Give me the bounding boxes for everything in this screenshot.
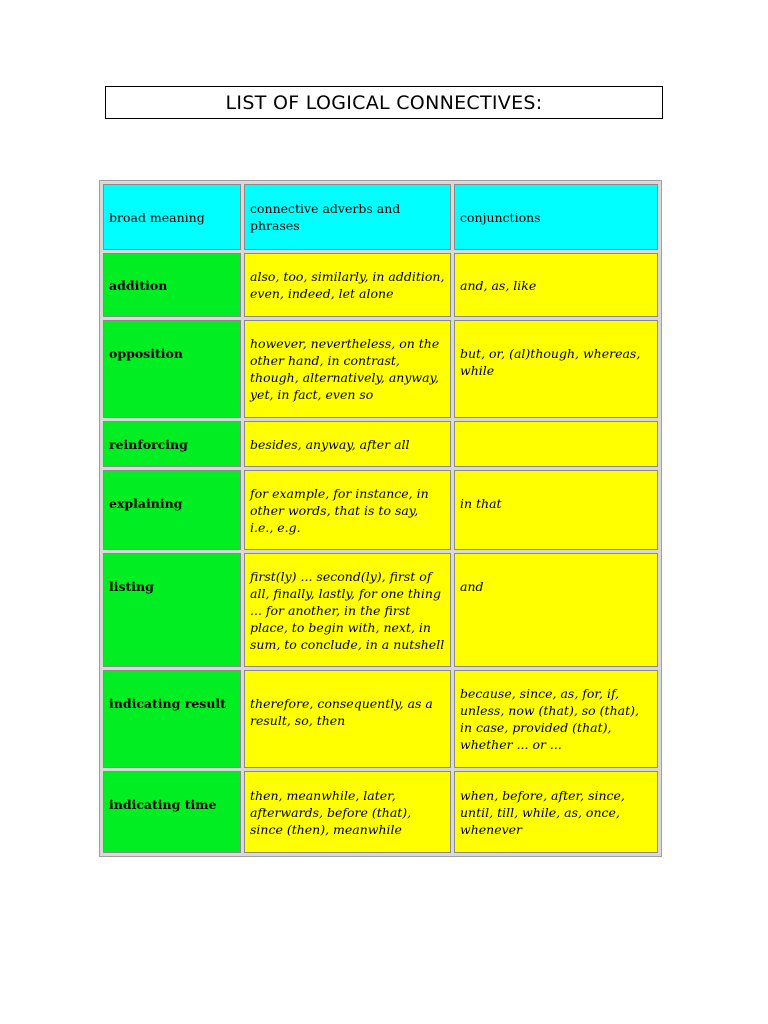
table-row bbox=[103, 771, 658, 853]
adverbs-cell: also, too, similarly, in addition, even, indeed, let alone bbox=[244, 253, 451, 317]
meaning-cell: explaining bbox=[103, 470, 241, 550]
header-connective-adverbs: connective adverbs and phrases bbox=[244, 184, 451, 250]
adverbs-cell: however, nevertheless, on the other hand, in contrast, though, alternatively, anyway, yet, in fact, even so bbox=[244, 320, 451, 418]
connectives-table bbox=[99, 180, 662, 857]
table-row bbox=[103, 320, 658, 418]
conjunctions-cell: because, since, as, for, if, unless, now (that), so (that), in case, provided (that), whether ... or ... bbox=[454, 670, 658, 768]
header-broad-meaning: broad meaning bbox=[103, 184, 241, 250]
table-row bbox=[103, 553, 658, 667]
table-row bbox=[103, 470, 658, 550]
table-header-row bbox=[103, 184, 658, 250]
conjunctions-cell: but, or, (al)though, whereas, while bbox=[454, 320, 658, 418]
conjunctions-cell: and bbox=[454, 553, 658, 667]
table-row bbox=[103, 670, 658, 768]
conjunctions-cell: in that bbox=[454, 470, 658, 550]
adverbs-cell: for example, for instance, in other words, that is to say, i.e., e.g. bbox=[244, 470, 451, 550]
conjunctions-cell bbox=[454, 421, 658, 467]
meaning-cell: indicating result bbox=[103, 670, 241, 768]
meaning-cell: listing bbox=[103, 553, 241, 667]
table-row bbox=[103, 421, 658, 467]
adverbs-cell: then, meanwhile, later, afterwards, before (that), since (then), meanwhile bbox=[244, 771, 451, 853]
page-title: LIST OF LOGICAL CONNECTIVES: bbox=[225, 91, 543, 114]
adverbs-cell: besides, anyway, after all bbox=[244, 421, 451, 467]
meaning-cell: indicating time bbox=[103, 771, 241, 853]
header-conjunctions: conjunctions bbox=[454, 184, 658, 250]
title-box bbox=[105, 86, 663, 119]
conjunctions-cell: when, before, after, since, until, till, while, as, once, whenever bbox=[454, 771, 658, 853]
conjunctions-cell: and, as, like bbox=[454, 253, 658, 317]
meaning-cell: reinforcing bbox=[103, 421, 241, 467]
adverbs-cell: first(ly) ... second(ly), first of all, finally, lastly, for one thing ... for another, in the first place, to begin with, next, in sum, to conclude, in a nutshell bbox=[244, 553, 451, 667]
connectives-table-wrap bbox=[99, 180, 662, 857]
meaning-cell: addition bbox=[103, 253, 241, 317]
meaning-cell: opposition bbox=[103, 320, 241, 418]
adverbs-cell: therefore, consequently, as a result, so, then bbox=[244, 670, 451, 768]
table-row bbox=[103, 253, 658, 317]
